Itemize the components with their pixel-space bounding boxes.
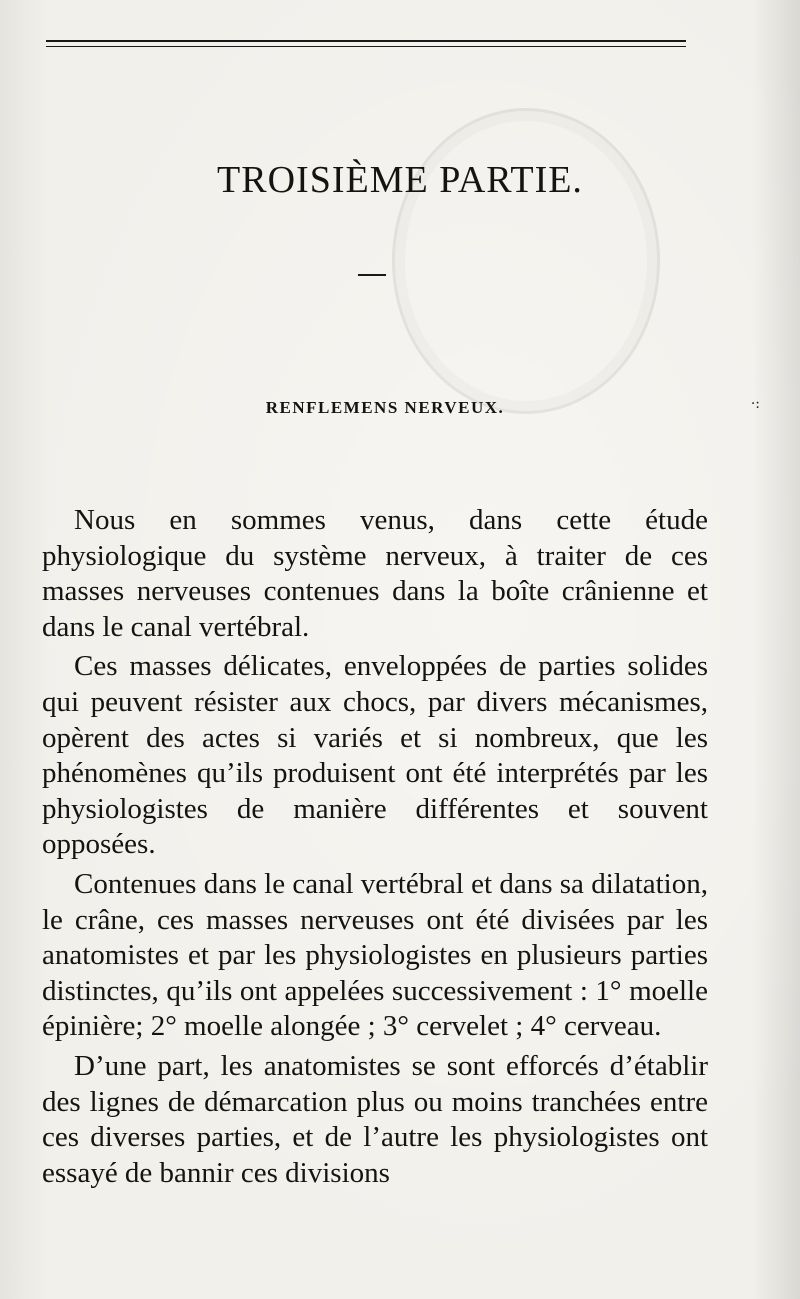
paragraph-3: Contenues dans le canal vertébral et dans sa dilatation, le crâne, ces masses nerveuses ont été divisées par les anatomistes et par les physiologistes en plusieurs parties distinctes, qu’ils ont appelées successivement : 1° moelle épinière; 2° moelle alongée ; 3° cervelet ; 4° cerveau.: [42, 867, 708, 1043]
header-rule-thick: [46, 40, 686, 42]
section-heading: RENFLEMENS NERVEUX.: [265, 398, 505, 417]
paragraph-4: D’une part, les anatomistes se sont efforcés d’établir des lignes de démarcation plus ou moins tranchées entre ces diverses parties, et de l’autre les physiologistes ont essayé de bannir ces divisions: [42, 1049, 708, 1189]
part-title: TROISIÈME PARTIE.: [217, 159, 583, 201]
header-rule-thin: [46, 46, 686, 47]
paragraph-1: Nous en sommes venus, dans cette étude physiologique du système nerveux, à traiter de ces masses nerveuses contenues dans la boîte crânienne et dans le canal vertébral.: [42, 504, 708, 643]
edge-mark: ·:: [750, 396, 760, 412]
bleed-through-stamp: [392, 108, 660, 414]
paragraph-2: Ces masses délicates, enveloppées de parties solides qui peuvent résister aux chocs, par divers mécanismes, opèrent des actes si variés et si nombreux, que les phénomènes qu’ils produisent ont été interprétés par les physiologistes de manière différentes et souvent opposées.: [42, 650, 708, 861]
body-text: [42, 503, 708, 1195]
title-separator-dash: [358, 274, 386, 276]
